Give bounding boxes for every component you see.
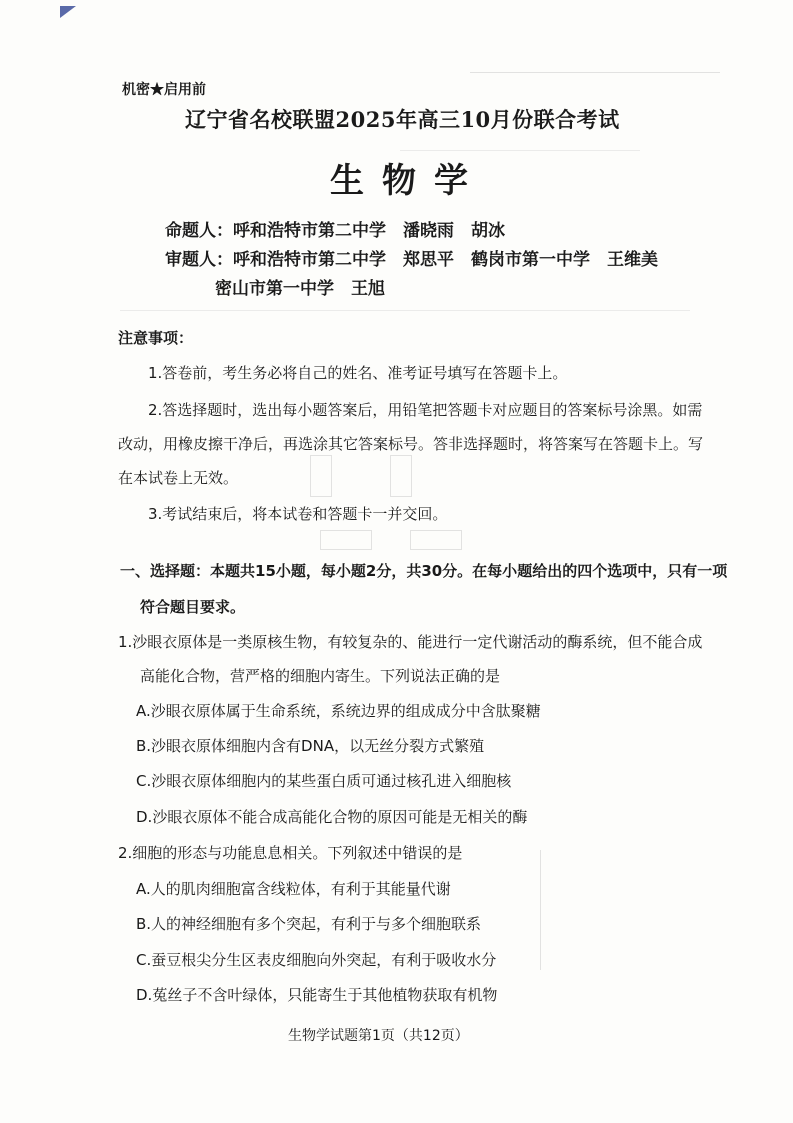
question-2-option-b: B.人的神经细胞有多个突起，有利于与多个细胞联系 <box>136 915 482 933</box>
question-2-option-d: D.菟丝子不含叶绿体，只能寄生于其他植物获取有机物 <box>136 986 498 1004</box>
page-footer: 生物学试题第1页（共12页） <box>288 1028 469 1044</box>
note-item: 3.考试结束后，将本试卷和答题卡一并交回。 <box>148 505 448 523</box>
question-2-option-a: A.人的肌肉细胞富含线粒体，有利于其能量代谢 <box>136 880 451 898</box>
reviewer-line-1: 审题人：呼和浩特市第二中学 郑思平 鹤岗市第一中学 王维美 <box>165 250 658 270</box>
reviewer-line-2: 密山市第一中学 王旭 <box>215 279 385 299</box>
question-1-option-b: B.沙眼衣原体细胞内含有DNA，以无丝分裂方式繁殖 <box>136 737 485 755</box>
section-heading: 一、选择题：本题共15小题，每小题2分，共30分。在每小题给出的四个选项中，只有一项 <box>120 562 728 580</box>
question-2-option-c: C.蚕豆根尖分生区表皮细胞向外突起，有利于吸收水分 <box>136 951 497 969</box>
exam-title: 辽宁省名校联盟2025年高三10月份联合考试 <box>185 107 620 132</box>
scan-corner-mark <box>60 6 76 18</box>
note-item: 1.答卷前，考生务必将自己的姓名、准考证号填写在答题卡上。 <box>148 364 568 382</box>
note-item: 2.答选择题时，选出每小题答案后，用铅笔把答题卡对应题目的答案标号涂黑。如需 <box>148 401 703 419</box>
setter-line: 命题人：呼和浩特市第二中学 潘晓雨 胡冰 <box>165 221 505 241</box>
question-2-stem: 2.细胞的形态与功能息息相关。下列叙述中错误的是 <box>118 844 463 862</box>
question-1-stem: 1.沙眼衣原体是一类原核生物，有较复杂的、能进行一定代谢活动的酶系统，但不能合成 <box>118 633 703 651</box>
notes-heading: 注意事项： <box>118 329 194 347</box>
note-item: 改动，用橡皮擦干净后，再选涂其它答案标号。答非选择题时，将答案写在答题卡上。写 <box>118 435 704 453</box>
subject-title: 生物学 <box>330 161 486 201</box>
confidential-label: 机密★启用前 <box>122 82 206 98</box>
question-1-option-c: C.沙眼衣原体细胞内的某些蛋白质可通过核孔进入细胞核 <box>136 772 512 790</box>
note-item: 在本试卷上无效。 <box>118 469 239 487</box>
question-1-option-d: D.沙眼衣原体不能合成高能化合物的原因可能是无相关的酶 <box>136 808 528 826</box>
section-heading-cont: 符合题目要求。 <box>140 598 246 616</box>
question-1-stem-cont: 高能化合物，营严格的细胞内寄生。下列说法正确的是 <box>140 667 501 685</box>
question-1-option-a: A.沙眼衣原体属于生命系统，系统边界的组成成分中含肽聚糖 <box>136 702 541 720</box>
